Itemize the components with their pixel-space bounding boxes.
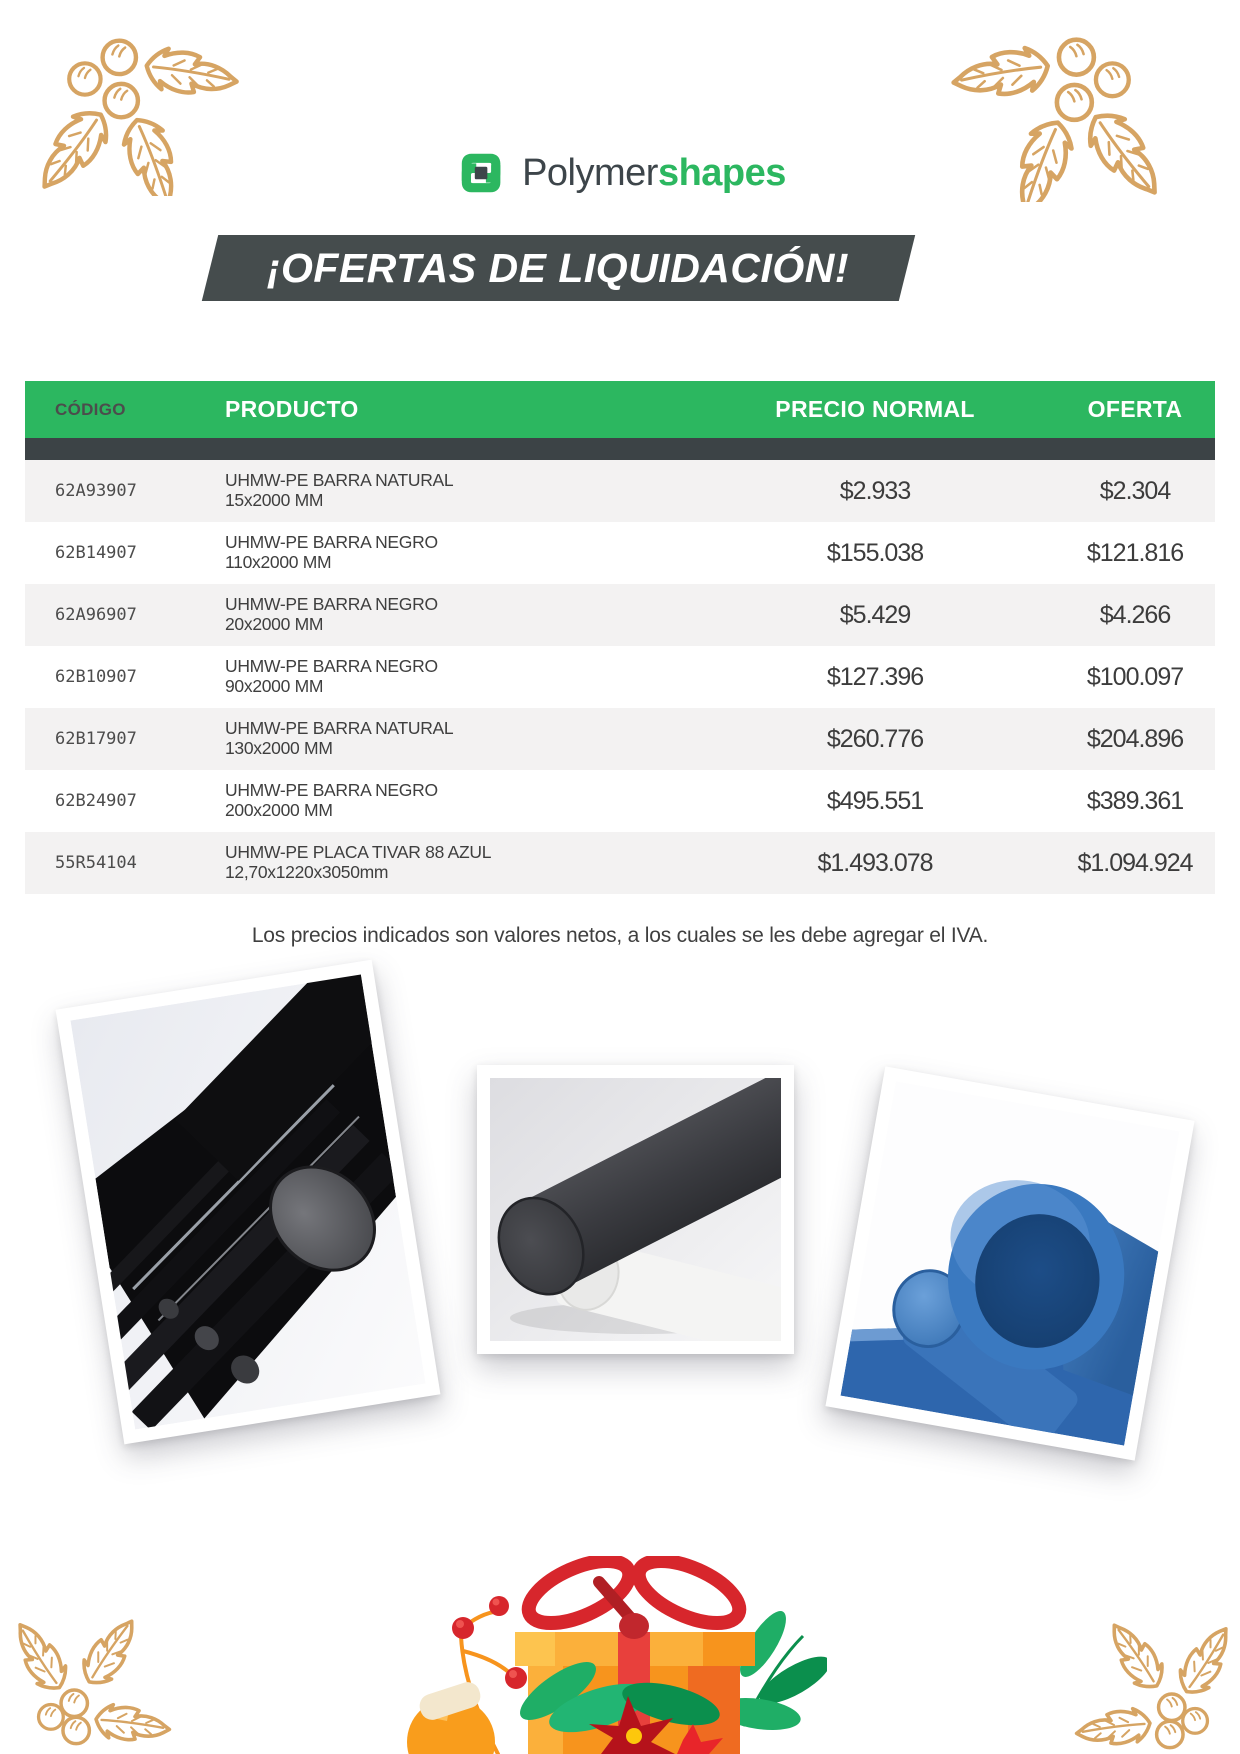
col-header-oferta: OFERTA (1087, 396, 1183, 422)
holly-decoration-top-right (948, 12, 1174, 202)
christmas-gift-illustration (403, 1556, 827, 1754)
product-name: UHMW-PE BARRA NATURAL (225, 470, 454, 491)
polymershapes-logo-icon (454, 146, 508, 200)
logo-wordmark (522, 152, 786, 195)
product-size: 130x2000 MM (225, 738, 333, 758)
product-size: 12,70x1220x3050mm (225, 862, 389, 882)
holly-decoration-bottom-right (1062, 1612, 1232, 1753)
normal-price: $2.933 (839, 476, 911, 505)
normal-price: $127.396 (826, 662, 924, 691)
black-rods-image (70, 975, 425, 1430)
product-code: 62A96907 (55, 605, 137, 625)
product-size: 90x2000 MM (225, 676, 324, 696)
product-code: 62B14907 (55, 543, 137, 563)
product-name: UHMW-PE BARRA NEGRO (225, 656, 438, 677)
table-row (25, 708, 1215, 770)
table-row (25, 770, 1215, 832)
product-code: 62B17907 (55, 729, 137, 749)
product-description (200, 471, 620, 511)
table-row (25, 460, 1215, 522)
product-code: 62B24907 (55, 791, 137, 811)
product-size: 15x2000 MM (225, 490, 324, 510)
holly-decoration-bottom-left (14, 1608, 184, 1749)
table-divider-bar (25, 438, 1215, 460)
offer-price: $389.361 (1086, 786, 1184, 815)
col-header-codigo: CÓDIGO (55, 399, 126, 419)
offers-banner (202, 235, 915, 301)
price-table (25, 381, 1215, 894)
col-header-precio-normal: PRECIO NORMAL (775, 396, 975, 422)
product-name: UHMW-PE BARRA NATURAL (225, 718, 454, 739)
product-description (200, 781, 620, 821)
product-name: UHMW-PE BARRA NEGRO (225, 532, 438, 553)
offer-price: $2.304 (1099, 476, 1171, 505)
iva-note: Los precios indicados son valores netos, a los cuales se les debe agregar el IVA. (251, 924, 989, 947)
table-row (25, 584, 1215, 646)
gray-white-rods-image (490, 1078, 781, 1341)
product-photo-blue-tubes (825, 1066, 1194, 1460)
product-name: UHMW-PE PLACA TIVAR 88 AZUL (225, 842, 492, 863)
product-description (200, 533, 620, 573)
offer-price: $4.266 (1099, 600, 1171, 629)
banner-title: ¡OFERTAS DE LIQUIDACIÓN! (267, 244, 850, 291)
normal-price: $260.776 (826, 724, 924, 753)
product-name: UHMW-PE BARRA NEGRO (225, 780, 438, 801)
product-photo-gray-white-rods (477, 1065, 794, 1354)
offer-price: $121.816 (1086, 538, 1184, 567)
product-description (200, 595, 620, 635)
product-code: 55R54104 (55, 853, 137, 873)
col-header-producto: PRODUCTO (225, 396, 359, 422)
normal-price: $155.038 (826, 538, 924, 567)
table-row (25, 522, 1215, 584)
product-description (200, 843, 620, 883)
product-size: 110x2000 MM (225, 552, 332, 572)
normal-price: $1.493.078 (817, 848, 933, 877)
product-code: 62B10907 (55, 667, 137, 687)
offer-price: $1.094.924 (1077, 848, 1193, 877)
product-description (200, 719, 620, 759)
product-size: 20x2000 MM (225, 614, 324, 634)
product-code: 62A93907 (55, 481, 137, 501)
normal-price: $495.551 (826, 786, 924, 815)
logo (454, 146, 786, 200)
table-row (25, 646, 1215, 708)
logo-text-suffix: shapes (657, 151, 786, 194)
holly-decoration-top-left (26, 14, 242, 196)
product-name: UHMW-PE BARRA NEGRO (225, 594, 438, 615)
product-description (200, 657, 620, 697)
product-size: 200x2000 MM (225, 800, 333, 820)
table-row (25, 832, 1215, 894)
offer-price: $100.097 (1086, 662, 1184, 691)
table-header (25, 381, 1215, 438)
blue-tubes-image (840, 1081, 1179, 1445)
logo-text-prefix: Polymer (522, 151, 658, 194)
offer-price: $204.896 (1086, 724, 1184, 753)
normal-price: $5.429 (839, 600, 911, 629)
product-photo-black-rods (56, 960, 441, 1445)
